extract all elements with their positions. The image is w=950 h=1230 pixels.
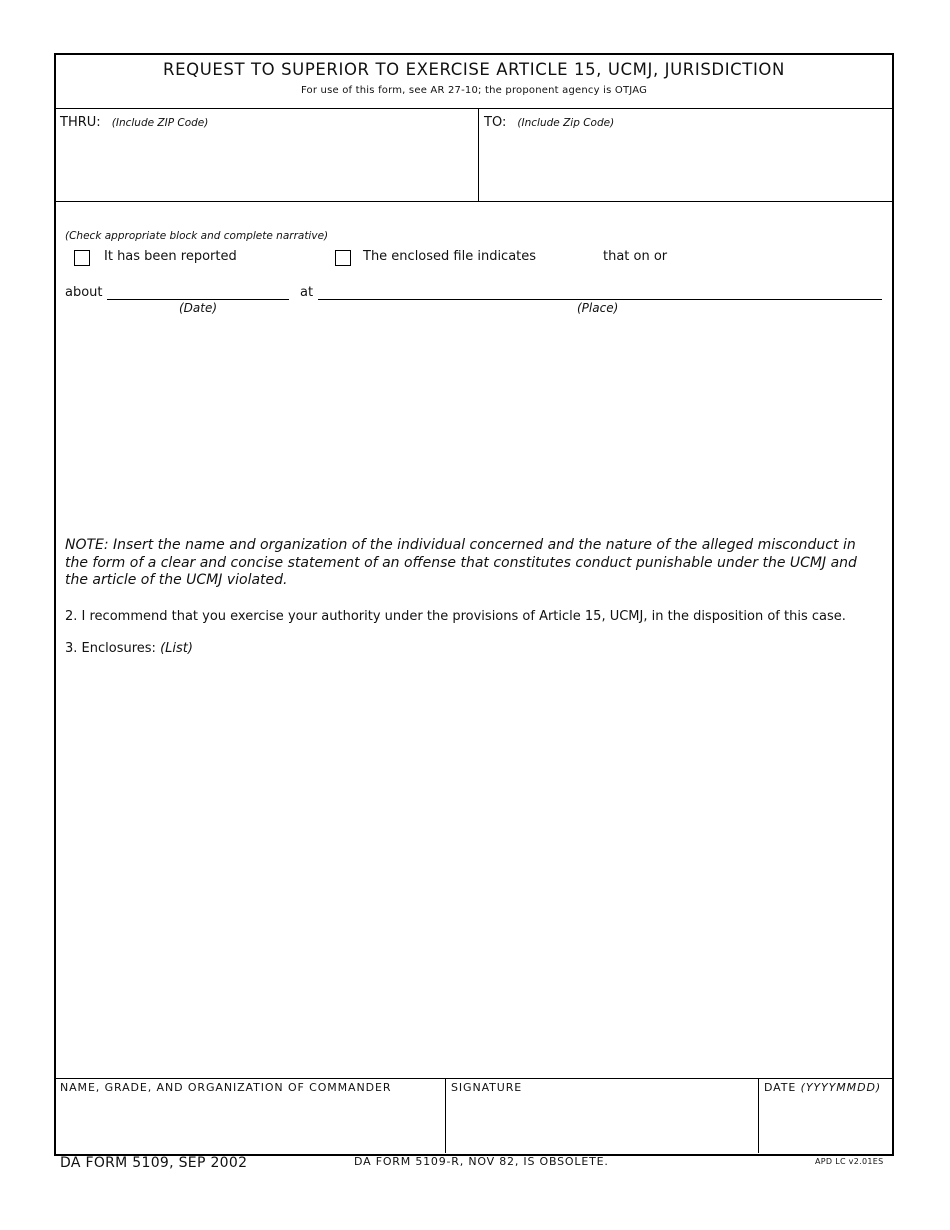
- to-label: TO:: [484, 115, 507, 130]
- reported-label: It has been reported: [104, 249, 237, 264]
- about-text: about: [65, 285, 103, 300]
- form-title: REQUEST TO SUPERIOR TO EXERCISE ARTICLE 15, UCMJ, JURISDICTION: [163, 60, 785, 79]
- enclosures-hint: (List): [160, 641, 193, 656]
- form-frame: [54, 53, 894, 1156]
- commander-name-field[interactable]: NAME, GRADE, AND ORGANIZATION OF COMMANDER: [60, 1081, 392, 1094]
- enclosed-file-label: The enclosed file indicates: [363, 249, 537, 264]
- at-text: at: [300, 285, 314, 300]
- date-input-line[interactable]: [107, 299, 289, 300]
- note-text: NOTE: Insert the name and organization of the individual concerned and the nature of the alleged misconduct in the form of a clear and concise statement of an offense that constitutes conduct punishable under the UCMJ and the article of the UCMJ violated.: [65, 537, 857, 588]
- enclosures-label: 3. Enclosures:: [65, 641, 156, 656]
- date-caption: (Date): [179, 301, 218, 315]
- reported-checkbox[interactable]: [74, 250, 90, 266]
- place-caption: (Place): [577, 301, 619, 315]
- signature-field[interactable]: SIGNATURE: [451, 1081, 523, 1094]
- item-2-text: 2. I recommend that you exercise your authority under the provisions of Article 15, UCMJ, in the disposition of this case.: [65, 609, 846, 624]
- form-subtitle: For use of this form, see AR 27-10; the proponent agency is OTJAG: [300, 85, 648, 96]
- to-field[interactable]: [484, 111, 614, 130]
- thru-hint: (Include ZIP Code): [111, 117, 209, 129]
- divider: [55, 201, 892, 202]
- to-hint: (Include Zip Code): [517, 117, 615, 129]
- thru-label: THRU:: [60, 115, 101, 130]
- enclosed-file-checkbox[interactable]: [335, 250, 351, 266]
- obsolete-notice: DA FORM 5109-R, NOV 82, IS OBSOLETE.: [354, 1155, 609, 1168]
- divider: [445, 1079, 446, 1153]
- form-id: DA FORM 5109, SEP 2002: [60, 1155, 248, 1171]
- that-on-or-text: that on or: [603, 249, 668, 264]
- item-3-text: [65, 641, 193, 656]
- date-field[interactable]: [764, 1081, 881, 1094]
- divider: [55, 108, 892, 109]
- divider: [55, 1078, 892, 1079]
- date-label: DATE: [764, 1081, 797, 1094]
- thru-field[interactable]: [60, 111, 208, 130]
- date-hint: (YYYYMMDD): [800, 1081, 882, 1094]
- divider: [758, 1079, 759, 1153]
- version-tag: APD LC v2.01ES: [815, 1157, 884, 1166]
- divider: [478, 109, 479, 201]
- place-input-line[interactable]: [318, 299, 882, 300]
- narrative-instruction: (Check appropriate block and complete narrative): [65, 230, 329, 242]
